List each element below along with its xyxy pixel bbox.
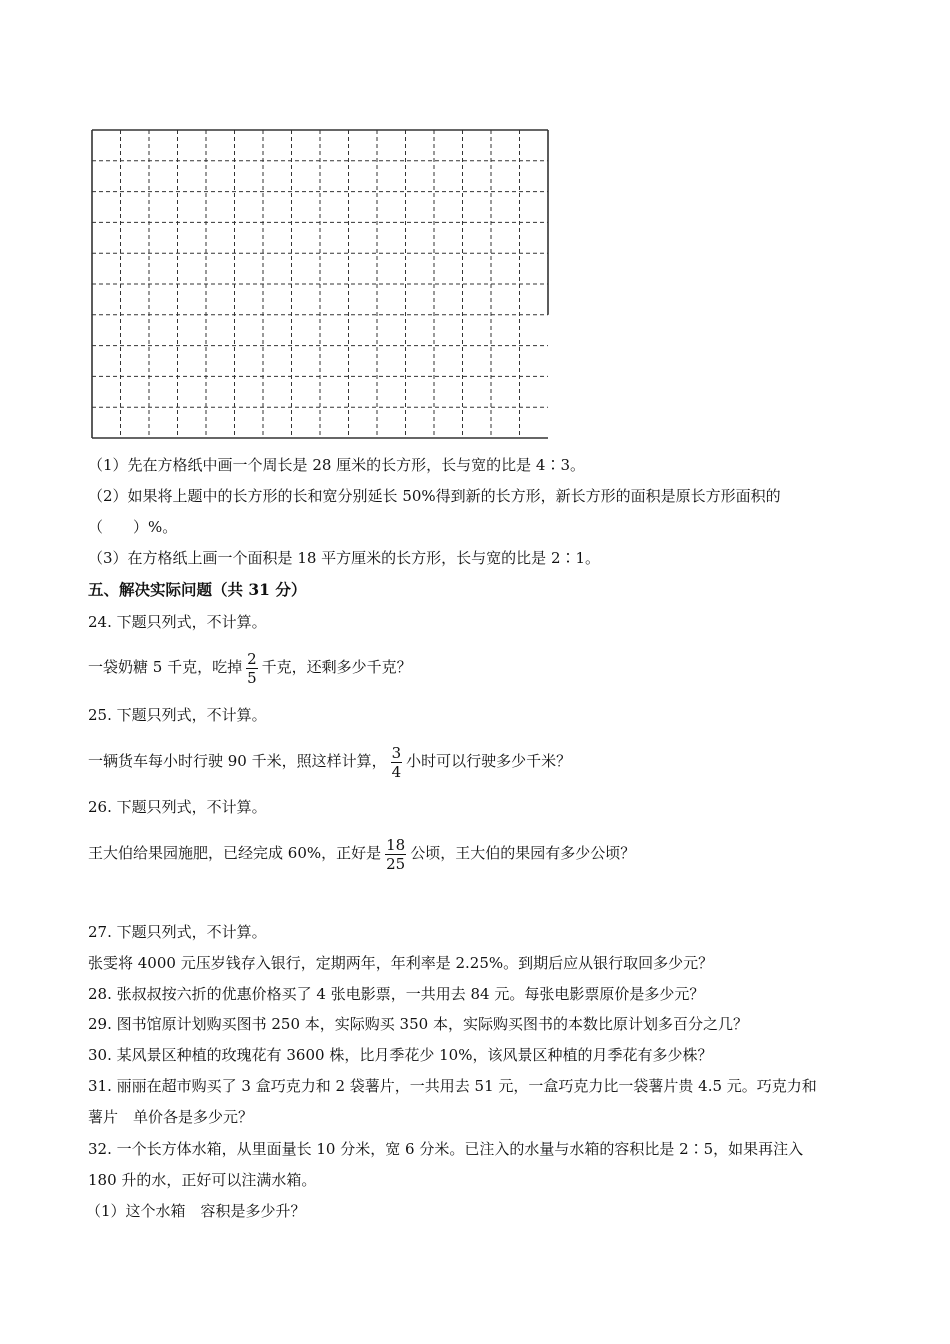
q26-text-before: 王大伯给果园施肥，已经完成 60%，正好是	[88, 844, 382, 862]
square-grid-paper	[90, 128, 550, 440]
fraction-numerator: 18	[386, 835, 406, 854]
fraction-numerator: 2	[247, 649, 257, 668]
q25-text-after: 小时可以行驶多少千米？	[406, 752, 572, 770]
q27-instruction: 27. 下题只列式，不计算。	[88, 923, 267, 941]
fraction-denominator: 25	[386, 854, 406, 873]
q23-sub2-line2: （ ）%。	[88, 518, 178, 536]
fraction-denominator: 4	[391, 762, 402, 781]
q25-instruction: 25. 下题只列式，不计算。	[88, 706, 267, 724]
q29-problem: 29. 图书馆原计划购买图书 250 本，实际购买 350 本，实际购买图书的本数比原计划多百分之几？	[88, 1015, 748, 1033]
q26-text-after: 公顷，王大伯的果园有多少公顷？	[410, 844, 636, 862]
q24-text-after: 千克，还剩多少千克？	[261, 658, 412, 676]
q32-sub1: （1）这个水箱 容积是多少升？	[86, 1202, 306, 1220]
q25-text-before: 一辆货车每小时行驶 90 千米，照这样计算，	[88, 752, 387, 770]
q30-problem: 30. 某风景区种植的玫瑰花有 3600 株，比月季花少 10%，该风景区种植的月季花有多少株？	[88, 1046, 713, 1064]
q24-instruction: 24. 下题只列式，不计算。	[88, 613, 267, 631]
fraction-denominator: 5	[247, 668, 257, 687]
section-5-title: 五、解决实际问题（共 31 分）	[88, 580, 307, 599]
q31-problem-line2: 薯片 单价各是多少元？	[88, 1108, 254, 1126]
q24-text-before: 一袋奶糖 5 千克，吃掉	[88, 658, 243, 676]
q32-problem-line2: 180 升的水，正好可以注满水箱。	[88, 1171, 317, 1189]
q23-sub1: （1）先在方格纸中画一个周长是 28 厘米的长方形，长与宽的比是 4∶3。	[88, 456, 586, 474]
fraction-18-25	[385, 836, 406, 873]
q26-instruction: 26. 下题只列式，不计算。	[88, 798, 267, 816]
q31-problem-line1: 31. 丽丽在超市购买了 3 盒巧克力和 2 袋薯片，一共用去 51 元，一盒巧克力比一袋薯片贵 4.5 元。巧克力和	[88, 1077, 817, 1095]
q28-problem: 28. 张叔叔按六折的优惠价格买了 4 张电影票，一共用去 84 元。每张电影票原价是多少元？	[88, 985, 705, 1003]
q26-problem	[88, 830, 635, 876]
q23-sub3: （3）在方格纸上画一个面积是 18 平方厘米的长方形，长与宽的比是 2∶1。	[88, 549, 601, 567]
q24-problem	[88, 644, 412, 690]
q25-problem	[88, 738, 571, 784]
q23-sub2-line1: （2）如果将上题中的长方形的长和宽分别延长 50%得到新的长方形，新长方形的面积是原长方形面积的	[88, 487, 781, 505]
fraction-numerator: 3	[391, 743, 402, 762]
q27-problem: 张雯将 4000 元压岁钱存入银行，定期两年，年利率是 2.25%。到期后应从银行取回多少元？	[88, 954, 714, 972]
fraction-3-4	[391, 744, 403, 781]
fraction-2-5	[246, 650, 258, 687]
q32-problem-line1: 32. 一个长方体水箱，从里面量长 10 分米，宽 6 分米。已注入的水量与水箱的容积比是 2∶5，如果再注入	[88, 1140, 804, 1158]
